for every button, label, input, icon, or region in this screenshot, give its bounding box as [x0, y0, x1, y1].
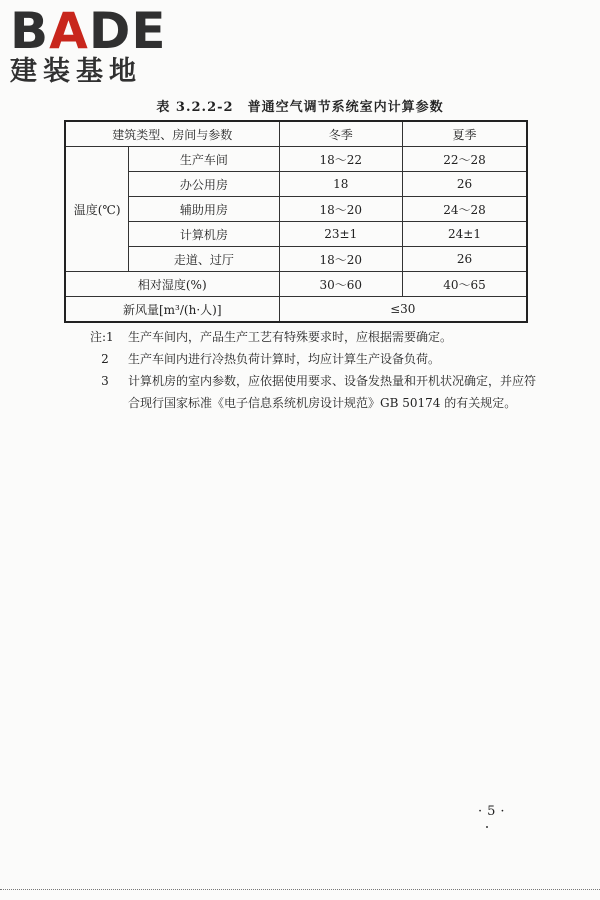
- page-number: ·5·: [478, 804, 510, 819]
- humidity-label: 相对湿度(%): [65, 272, 279, 297]
- note-item: [90, 326, 540, 348]
- table-notes: [90, 326, 540, 414]
- note-item: [90, 348, 540, 370]
- table-title: 普通空气调节系统室内计算参数: [247, 100, 444, 115]
- note-text: 生产车间内进行冷热负荷计算时，均应计算生产设备负荷。: [128, 352, 441, 366]
- table-row: [65, 197, 527, 222]
- humidity-row: [65, 272, 527, 297]
- summer-cell: 22～28: [403, 147, 528, 172]
- table-row: [65, 172, 527, 197]
- winter-cell: 23±1: [279, 222, 402, 247]
- note-label: 2: [101, 352, 109, 366]
- table-header-row: [65, 121, 527, 147]
- room-cell: 辅助用房: [129, 197, 279, 222]
- winter-cell: 18～22: [279, 147, 402, 172]
- parameters-table: [64, 120, 528, 323]
- note-item: [90, 370, 540, 414]
- note-label: 注:1: [90, 330, 114, 344]
- table-row: [65, 147, 527, 172]
- fresh-air-label: 新风量[m³/(h·人)]: [65, 297, 279, 323]
- note-label: 3: [101, 374, 109, 388]
- temperature-label: 温度(℃): [65, 147, 129, 272]
- summer-cell: 24～28: [403, 197, 528, 222]
- note-text: 生产车间内，产品生产工艺有特殊要求时，应根据需要确定。: [128, 330, 453, 344]
- header-summer: 夏季: [403, 121, 528, 147]
- header-winter: 冬季: [279, 121, 402, 147]
- header-param: 建筑类型、房间与参数: [65, 121, 279, 147]
- table-row: [65, 247, 527, 272]
- logo-wordmark: BADE: [10, 2, 167, 60]
- winter-cell: 30～60: [279, 272, 402, 297]
- room-cell: 走道、过厅: [129, 247, 279, 272]
- winter-cell: 18～20: [279, 197, 402, 222]
- bade-logo: [10, 2, 190, 90]
- table-number: 表 3.2.2-2: [156, 100, 234, 115]
- note-text: 计算机房的室内参数，应依据使用要求、设备发热量和开机状况确定，并应符合现行国家标准《电子信息系统机房设计规范》GB 50174 的有关规定。: [128, 374, 537, 410]
- summer-cell: 24±1: [403, 222, 528, 247]
- logo-chinese-text: 建装基地: [10, 56, 142, 87]
- room-cell: 办公用房: [129, 172, 279, 197]
- winter-cell: 18～20: [279, 247, 402, 272]
- room-cell: 计算机房: [129, 222, 279, 247]
- summer-cell: 26: [403, 172, 528, 197]
- page-bottom-border: [0, 889, 600, 890]
- fresh-air-row: [65, 297, 527, 323]
- room-cell: 生产车间: [129, 147, 279, 172]
- table-row: [65, 222, 527, 247]
- summer-cell: 26: [403, 247, 528, 272]
- summer-cell: 40～65: [403, 272, 528, 297]
- fresh-air-value: ≤30: [279, 297, 527, 323]
- scan-speck: [486, 826, 488, 828]
- winter-cell: 18: [279, 172, 402, 197]
- table-caption: [0, 96, 600, 115]
